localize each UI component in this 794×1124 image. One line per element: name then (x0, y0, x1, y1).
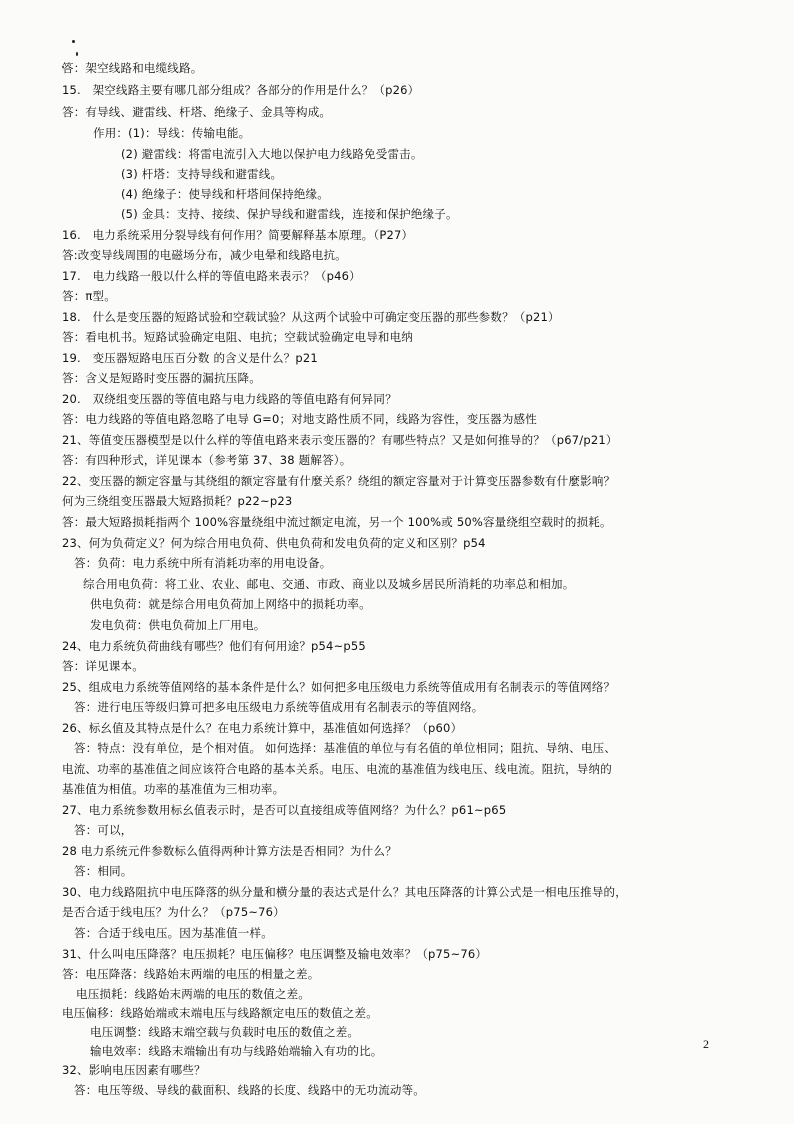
answer-line: (2) 避雷线：将雷电流引入大地以保护电力线路免受雷击。 (121, 147, 423, 161)
question-25: 25、组成电力系统等值网络的基本条件是什么？如何把多电压级电力系统等值成用有名制表示的等值网络？ (62, 680, 616, 694)
answer-line: 答：含义是短路时变压器的漏抗压降。 (62, 371, 261, 385)
question-30: 30、电力线路阻抗中电压降落的纵分量和横分量的表达式是什么？其电压降落的计算公式是一相电压推导的， (62, 885, 627, 899)
answer-line: 答：详见课本。 (62, 659, 144, 673)
question-20: 20. 双绕组变压器的等值电路与电力线路的等值电路有何异同？ (62, 392, 397, 406)
answer-line: 答：最大短路损耗指两个 100%容量绕组中流过额定电流，另一个 100%或 50%容量绕组空载时的损耗。 (62, 515, 612, 529)
answer-line: 答：电力线路的等值电路忽略了电导 G=0；对地支路性质不同，线路为容性，变压器为感性 (62, 412, 537, 426)
question-18: 18. 什么是变压器的短路试验和空载试验？从这两个试验中可确定变压器的那些参数？（p21） (62, 310, 560, 324)
question-19: 19. 变压器短路电压百分数 的含义是什么？p21 (62, 351, 318, 365)
question-27: 27、电力系统参数用标幺值表示时，是否可以直接组成等值网络？为什么？p61~p65 (62, 803, 507, 817)
question-21: 21、等值变压器模型是以什么样的等值电路来表示变压器的？有哪些特点？又是如何推导的？（p67/p21） (62, 433, 618, 447)
answer-line: 电压调整：线路末端空载与负载时电压的数值之差。 (90, 1025, 360, 1039)
question-23: 23、何为负荷定义？何为综合用电负荷、供电负荷和发电负荷的定义和区别？p54 (62, 536, 486, 550)
question-31: 31、什么叫电压降落？电压损耗？电压偏移？电压调整及输电效率？（p75~76） (62, 947, 488, 961)
question-28: 28 电力系统元件参数标么值得两种计算方法是否相同？为什么？ (62, 844, 397, 858)
answer-line: (5) 金具：支持、接续、保护导线和避雷线，连接和保护绝缘子。 (121, 207, 458, 221)
answer-line: 答：有四种形式，详见课本（参考第 37、38 题解答）。 (62, 453, 352, 467)
question-17: 17. 电力线路一般以什么样的等值电路来表示？（p46） (62, 269, 361, 283)
answer-line: 电流、功率的基准值之间应该符合电路的基本关系。电压、电流的基准值为线电压、线电流。阻抗，导纳的 (62, 762, 612, 776)
answer-line: 供电负荷：就是综合用电负荷加上网络中的损耗功率。 (90, 597, 371, 611)
answer-line: 答:改变导线周围的电磁场分布，减少电晕和线路电抗。 (62, 248, 347, 262)
answer-line: 答：负荷：电力系统中所有消耗功率的用电设备。 (74, 556, 332, 570)
question-30-cont: 是否合适于线电压？为什么？（p75~76） (62, 905, 285, 919)
answer-line: 答：可以， (74, 823, 133, 837)
answer-line: 电压偏移：线路始端或末端电压与线路额定电压的数值之差。 (62, 1006, 378, 1020)
answer-line: 答：进行电压等级归算可把多电压级电力系统等值成用有名制表示的等值网络。 (74, 700, 484, 714)
answer-line: 基准值为相值。功率的基准值为三相功率。 (62, 782, 285, 796)
page-number: 2 (703, 1037, 709, 1051)
question-22-cont: 何为三绕组变压器最大短路损耗？p22~p23 (62, 494, 293, 508)
question-32: 32、影响电压因素有哪些？ (62, 1063, 206, 1077)
answer-line: (4) 绝缘子：使导线和杆塔间保持绝缘。 (121, 187, 329, 201)
answer-line: 答：看电机书。短路试验确定电阻、电抗；空载试验确定电导和电纳 (62, 330, 413, 344)
scan-speck (76, 52, 78, 56)
answer-line: 答：合适于线电压。因为基准值一样。 (74, 926, 273, 940)
answer-line: 答：电压降落：线路始末两端的电压的相量之差。 (62, 967, 320, 981)
answer-line: 答：有导线、避雷线、杆塔、绝缘子、金具等构成。 (62, 105, 332, 119)
answer-line: 答：架空线路和电缆线路。 (62, 61, 203, 75)
answer-line: 作用：(1)：导线：传输电能。 (93, 126, 251, 140)
answer-line: 答：相同。 (74, 864, 133, 878)
question-22: 22、变压器的额定容量与其绕组的额定容量有什麼关系？绕组的额定容量对于计算变压器参数有什麼影响？ (62, 474, 616, 488)
answer-line: 综合用电负荷：将工业、农业、邮电、交通、市政、商业以及城乡居民所消耗的功率总和相加。 (83, 577, 575, 591)
question-26: 26、标幺值及其特点是什么？在电力系统计算中，基准值如何选择？（p60） (62, 721, 463, 735)
answer-line: 电压损耗：线路始末两端的电压的数值之差。 (76, 987, 310, 1001)
question-24: 24、电力系统负荷曲线有哪些？他们有何用途？p54~p55 (62, 639, 366, 653)
question-16: 16. 电力系统采用分裂导线有何作用？简要解释基本原理。（P27） (62, 228, 414, 242)
question-15: 15. 架空线路主要有哪几部分组成？各部分的作用是什么？（p26） (62, 83, 420, 97)
scan-speck (72, 40, 75, 43)
answer-line: 输电效率：线路末端输出有功与线路始端输入有功的比。 (90, 1044, 383, 1058)
answer-line: 发电负荷：供电负荷加上厂用电。 (90, 618, 266, 632)
answer-line: 答：电压等级、导线的截面积、线路的长度、线路中的无功流动等。 (74, 1083, 425, 1097)
answer-line: 答：特点：没有单位，是个相对值。 如何选择：基准值的单位与有名值的单位相同；阻抗、导纳、电压、 (74, 741, 617, 755)
answer-line: 答：π型。 (62, 289, 116, 303)
answer-line: (3) 杆塔：支持导线和避雷线。 (121, 167, 283, 181)
